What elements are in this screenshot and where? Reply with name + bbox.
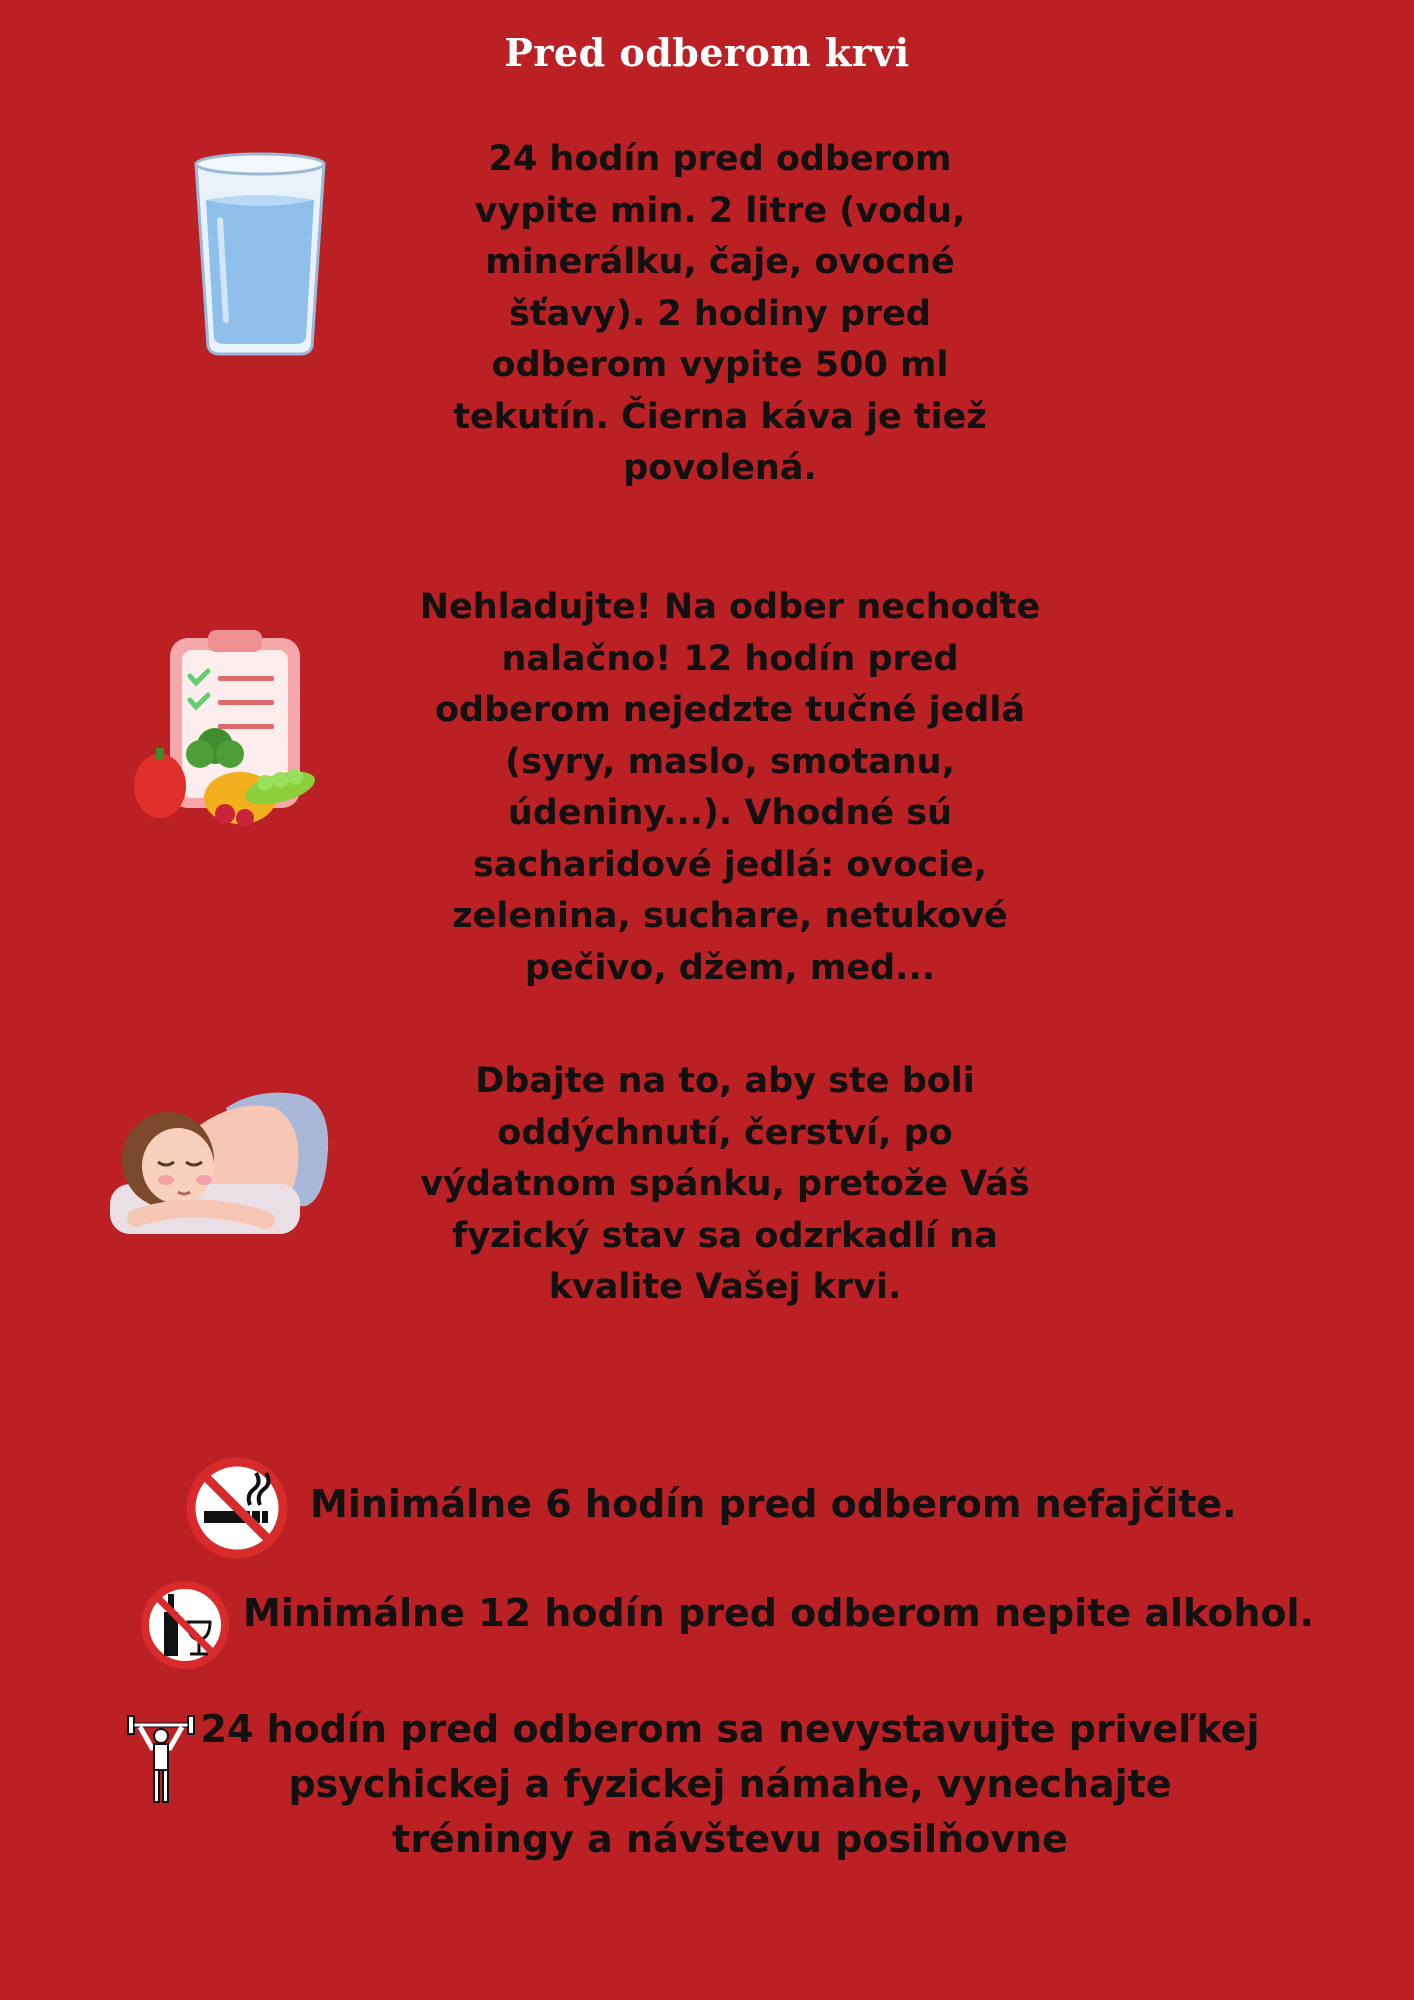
sleeping-woman-icon [106,1088,330,1238]
weightlifter-icon [126,1712,196,1804]
no-alcohol-icon [140,1580,230,1670]
no-smoking-rule: Minimálne 6 hodín pred odberom nefajčite. [310,1482,1237,1526]
page-title: Pred odberom krvi [504,30,910,75]
no-exercise-rule: 24 hodín pred odberom sa nevystavujte priveľkej psychickej a fyzickej námahe, vynechajte tréningy a návštevu posilňovne [200,1707,1260,1861]
hydration-instructions: 24 hodín pred odberom vypite min. 2 litre (vodu, minerálku, čaje, ovocné šťavy). 2 hodiny pred odberom vypite 500 ml tekutín. Čierna káva je tiež povolená. [453,139,987,488]
rest-instructions: Dbajte na to, aby ste boli oddýchnutí, čerství, po výdatnom spánku, pretože Váš fyzický stav sa odzrkadlí na kvalite Vašej krvi. [420,1061,1030,1307]
no-alcohol-rule: Minimálne 12 hodín pred odberom nepite alkohol. [243,1591,1314,1635]
diet-instructions: Nehladujte! Na odber nechoďte nalačno! 12 hodín pred odberom nejedzte tučné jedlá (syry, maslo, smotanu, údeniny...). Vhodné sú sacharidové jedlá: ovocie, zelenina, suchare, netukové pečivo, džem, med... [419,587,1041,988]
no-smoking-icon [186,1457,288,1559]
clipboard-vegetables-icon [130,628,330,838]
water-glass-icon [190,150,330,360]
